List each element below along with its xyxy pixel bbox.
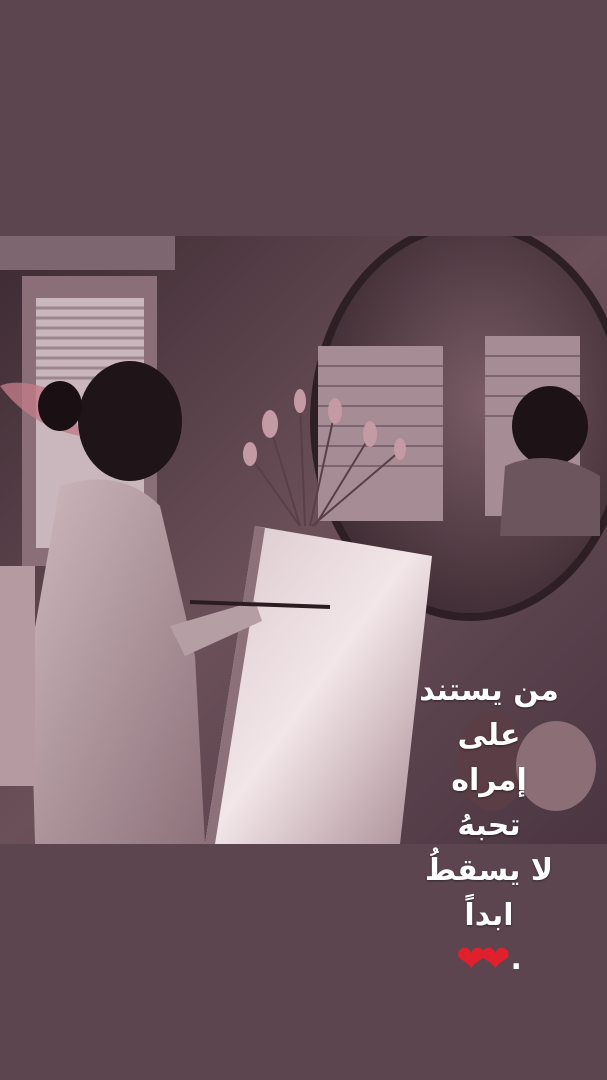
caption-line-2: على [457, 718, 521, 753]
caption-line-1: من يستند [419, 673, 559, 708]
caption-line-4: تحبهُ [457, 808, 521, 843]
story-caption [389, 668, 589, 980]
caption-line-3: إمراه [451, 763, 527, 798]
caption-end-mark: . [510, 942, 522, 977]
hearts-row [456, 940, 522, 980]
heart-icon: ❤ [456, 939, 487, 980]
caption-line-6: ابداً [464, 898, 514, 933]
caption-line-5: لا يسقطُ [424, 853, 554, 888]
heart-icon: ❤ [480, 939, 511, 980]
